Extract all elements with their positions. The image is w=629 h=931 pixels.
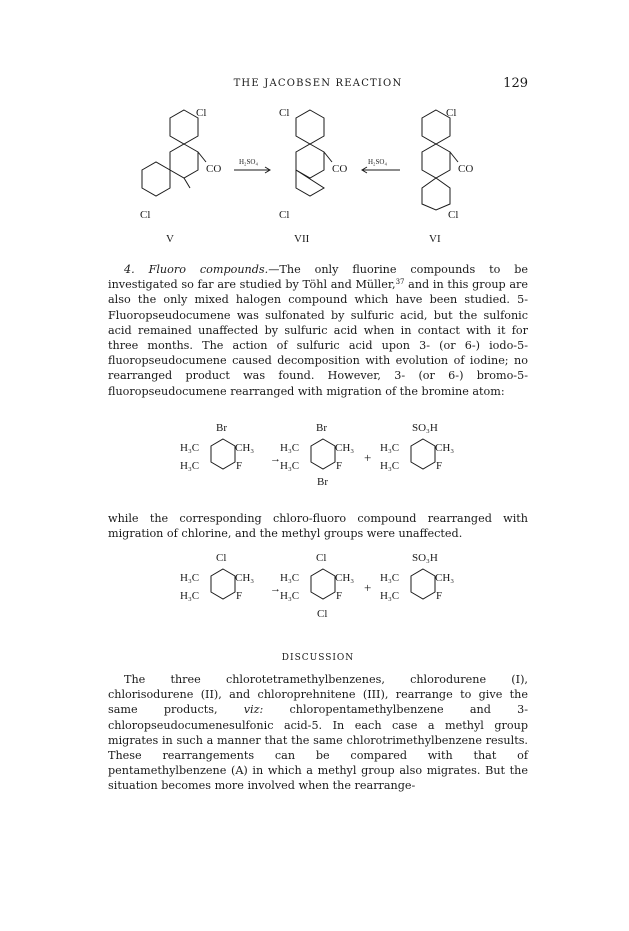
reference-37: 37 xyxy=(395,278,405,287)
br-plus: + xyxy=(364,450,372,465)
br-product-bottom: Br xyxy=(317,476,328,488)
discussion-text-a: The three chlorotetramethylbenzenes, chlorodurene (I), chlorisodurene (II), and chloroprehnitene (III), rearrange to give the same products, xyxy=(108,673,528,717)
paragraph-chloro-fluoro xyxy=(108,511,528,541)
cl-reactant-right-top: CH₃ xyxy=(235,572,255,584)
cl-product-left-top: H₃C xyxy=(280,572,300,584)
fluoro-text-b: and in this group are also the only mixed halogen compound which have been studied. 5-Fluoropseudocumene was sulfonated by sulfuric acid, but the sulfonic acid remained unaffected by sulfuric acid when in contact with it for three months. The action of sulfuric acid upon 3- (or 6-) iodo-5-fluoropseudocumene caused decomposition with evolution of iodine; no rearranged product was found. However, 3- (or 6-) bromo-5-fluoropseudocumene rearranged with migration of the bromine atom: xyxy=(108,278,529,398)
anthraquinone-scheme xyxy=(140,100,500,250)
vii-bridge: CO xyxy=(332,163,348,175)
chloro-product-structure xyxy=(280,552,354,620)
chloro-sulfonic-structure xyxy=(380,552,454,602)
bromo-rearrangement-scheme xyxy=(180,417,480,501)
chloro-fluoro-text: while the corresponding chloro-fluoro compound rearranged with migration of chlorine, and the methyl groups were unaffected. xyxy=(108,512,528,541)
discussion-heading: DISCUSSION xyxy=(281,653,355,663)
cl-reactant-left-top: H₃C xyxy=(180,572,200,584)
br-product-right-top: CH₃ xyxy=(335,442,355,454)
vii-top-substituent: Cl xyxy=(279,107,290,119)
fluoro-heading: 4. Fluoro compounds. xyxy=(124,263,269,276)
running-header xyxy=(108,78,528,94)
discussion-text-b: chloropentamethylbenzene and 3-chloropseudocumenesulfonic acid-5. In each case a methyl group migrates in such a manner that the same chlorotrimethylbenzene results. These rearrangements can be compared with that of pentamethylbenzene (A) in which a methyl group also migrates. But the situation becomes more involved when the rearrange- xyxy=(108,703,528,793)
cl-plus: + xyxy=(364,580,372,595)
vi-bottom-substituent: Cl xyxy=(448,209,459,221)
br-sulfonic-right-top: CH₃ xyxy=(435,442,455,454)
cl-sulfonic-top: SO₃H xyxy=(412,552,438,564)
bromo-reactant-structure xyxy=(180,422,254,472)
cl-reactant-left-bottom: H₃C xyxy=(180,590,200,602)
compound-vii-structure xyxy=(279,107,347,245)
br-sulfonic-right-bottom: F xyxy=(436,460,443,472)
br-product-top: Br xyxy=(316,422,327,434)
br-arrow: → xyxy=(270,453,281,465)
cl-reactant-top: Cl xyxy=(216,552,227,564)
br-reactant-top: Br xyxy=(216,422,227,434)
cl-product-top: Cl xyxy=(316,552,327,564)
br-sulfonic-left-bottom: H₃C xyxy=(380,460,400,472)
br-product-left-top: H₃C xyxy=(280,442,300,454)
cl-sulfonic-right-bottom: F xyxy=(436,590,443,602)
vii-bottom-substituent: Cl xyxy=(279,209,290,221)
chloro-reactant-structure xyxy=(180,552,254,602)
cl-product-left-bottom: H₃C xyxy=(280,590,300,602)
cl-sulfonic-right-top: CH₃ xyxy=(435,572,455,584)
br-reactant-right-top: CH₃ xyxy=(235,442,255,454)
discussion-viz: viz: xyxy=(243,703,264,717)
compound-v-structure xyxy=(140,107,221,245)
cl-reactant-right-bottom: F xyxy=(236,590,243,602)
br-reactant-left-top: H₃C xyxy=(180,442,200,454)
br-product-left-bottom: H₃C xyxy=(280,460,300,472)
running-title: THE JACOBSEN REACTION xyxy=(233,78,403,89)
vi-bridge: CO xyxy=(458,163,474,175)
chloro-rearrangement-scheme xyxy=(180,547,480,637)
reagent-label-2: H₂SO₄ xyxy=(368,158,387,166)
reagent-label-1: H₂SO₄ xyxy=(239,158,258,166)
bromo-product-structure xyxy=(280,422,354,488)
bromo-sulfonic-structure xyxy=(380,422,454,472)
br-reactant-left-bottom: H₃C xyxy=(180,460,200,472)
compound-vii-label: VII xyxy=(294,233,310,245)
br-sulfonic-top: SO₃H xyxy=(412,422,438,434)
compound-vi-structure xyxy=(422,107,473,245)
cl-product-right-bottom: F xyxy=(336,590,343,602)
v-bottom-substituent: Cl xyxy=(140,209,151,221)
cl-sulfonic-left-bottom: H₃C xyxy=(380,590,400,602)
page-number: 129 xyxy=(503,76,528,91)
v-top-substituent: Cl xyxy=(196,107,207,119)
br-product-right-bottom: F xyxy=(336,460,343,472)
br-reactant-right-bottom: F xyxy=(236,460,243,472)
br-sulfonic-left-top: H₃C xyxy=(380,442,400,454)
vi-top-substituent: Cl xyxy=(446,107,457,119)
cl-product-right-top: CH₃ xyxy=(335,572,355,584)
cl-product-bottom: Cl xyxy=(317,608,328,620)
paragraph-discussion xyxy=(108,672,528,794)
compound-v-label: V xyxy=(166,233,174,245)
cl-sulfonic-left-top: H₃C xyxy=(380,572,400,584)
fluoro-text-a: —The only fluorine compounds to be investigated so far are studied by Töhl and Müller, xyxy=(108,263,528,292)
cl-arrow: → xyxy=(270,583,281,595)
compound-vi-label: VI xyxy=(429,233,441,245)
paragraph-fluoro-compounds xyxy=(108,262,528,399)
v-bridge: CO xyxy=(206,163,222,175)
